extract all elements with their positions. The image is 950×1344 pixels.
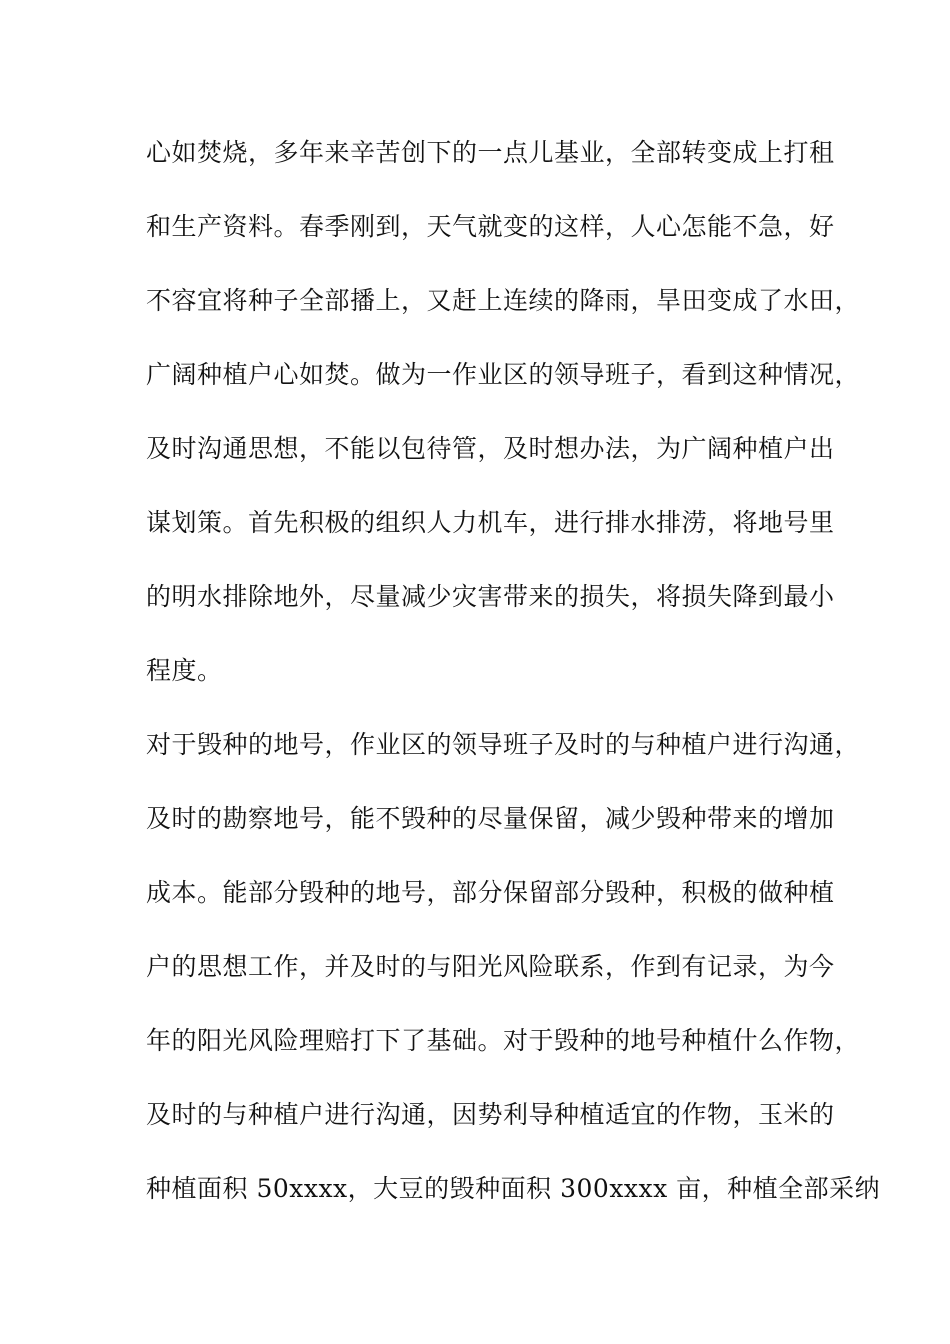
- paragraph-line: 户的思想工作，并及时的与阳光风险联系，作到有记录，为今: [146, 952, 835, 981]
- paragraph-line: 成本。能部分毁种的地号，部分保留部分毁种，积极的做种植: [146, 878, 835, 907]
- paragraph-line: 种植面积 50xxxx，大豆的毁种面积 300xxxx 亩，种植全部采纳: [146, 1174, 881, 1203]
- paragraph-line: 年的阳光风险理赔打下了基础。对于毁种的地号种植什么作物，: [146, 1026, 861, 1055]
- paragraph-line: 不容宜将种子全部播上，又赶上连续的降雨，旱田变成了水田，: [146, 286, 861, 315]
- paragraph-line: 心如焚烧，多年来辛苦创下的一点儿基业，全部转变成上打租: [146, 138, 835, 167]
- paragraph-line: 程度。: [146, 656, 223, 685]
- paragraph-line: 对于毁种的地号，作业区的领导班子及时的与种植户进行沟通，: [146, 730, 861, 759]
- paragraph-line: 及时的勘察地号，能不毁种的尽量保留，减少毁种带来的增加: [146, 804, 835, 833]
- paragraph-line: 广阔种植户心如焚。做为一作业区的领导班子，看到这种情况，: [146, 360, 861, 389]
- paragraph-line: 及时沟通思想，不能以包待管，及时想办法，为广阔种植户出: [146, 434, 835, 463]
- paragraph-line: 谋划策。首先积极的组织人力机车，进行排水排涝，将地号里: [146, 508, 835, 537]
- paragraph-line: 和生产资料。春季刚到，天气就变的这样，人心怎能不急，好: [146, 212, 835, 241]
- paragraph-line: 及时的与种植户进行沟通，因势利导种植适宜的作物，玉米的: [146, 1100, 835, 1129]
- paragraph-line: 的明水排除地外，尽量减少灾害带来的损失，将损失降到最小: [146, 582, 835, 611]
